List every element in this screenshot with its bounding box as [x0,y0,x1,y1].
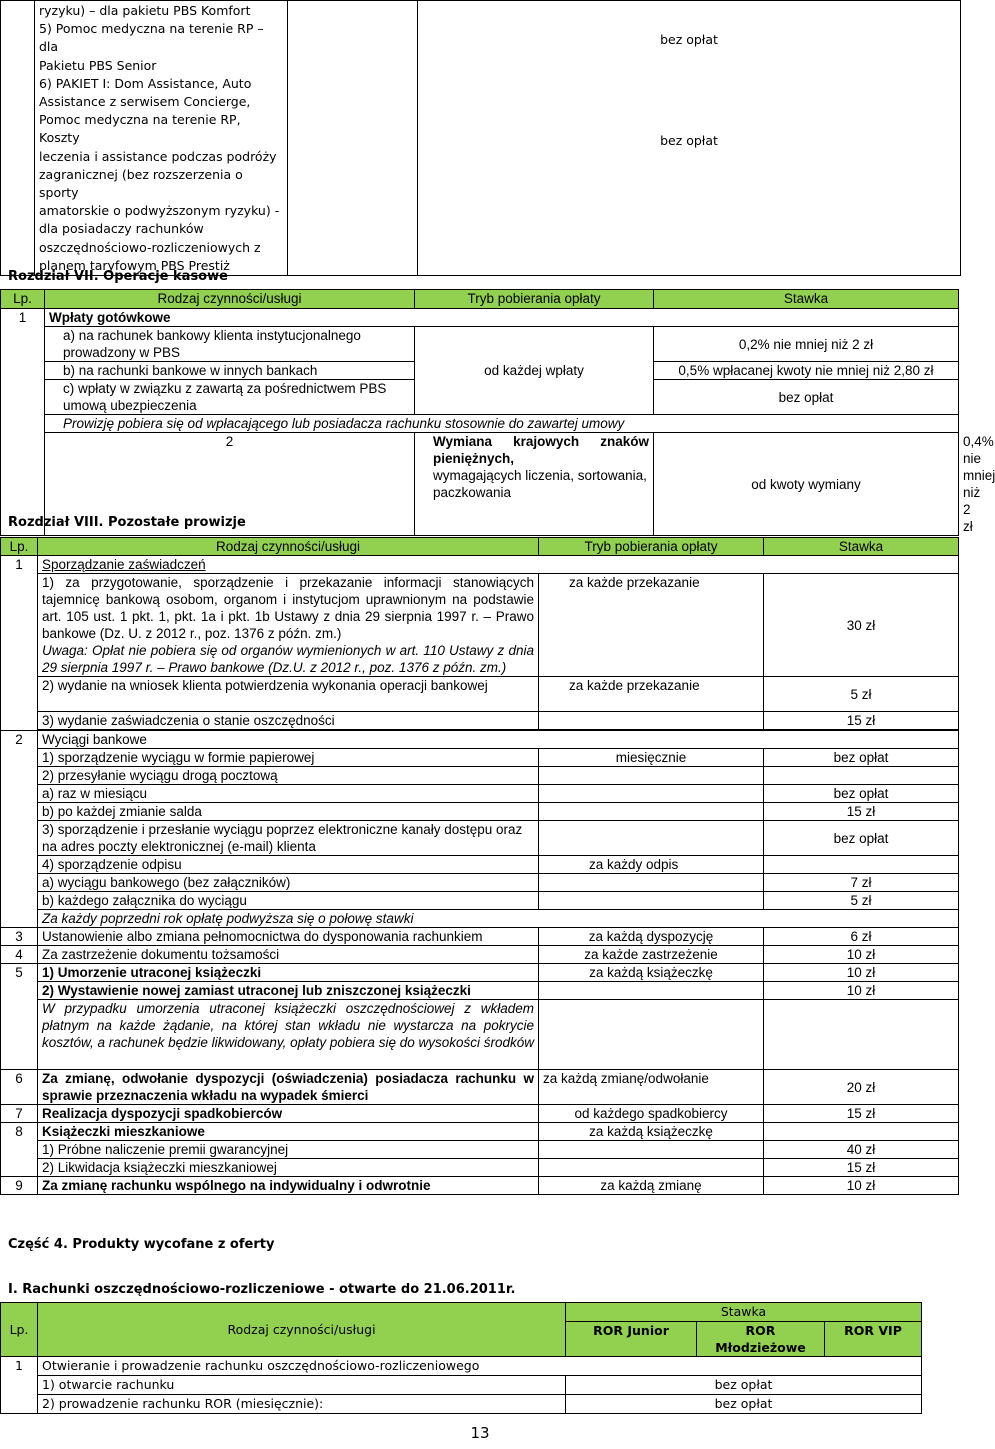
row-text: a) raz w miesiącu [38,785,539,803]
row-rate: bez opłat [764,821,959,856]
row-mode [539,982,764,1000]
row-text: 1) Próbne naliczenie premii gwarancyjnej [38,1141,539,1159]
part-4-title: Część 4. Produkty wycofane z oferty [8,1237,275,1252]
row-mode: za każde zastrzeżenie [539,946,764,964]
row-title: Wyciągi bankowe [38,731,959,749]
row-lp: 1 [1,309,45,536]
row-text: 1) otwarcie rachunku [38,1376,566,1395]
row-rate: 30 zł [764,574,959,677]
row-text: a) na rachunek bankowy klienta instytucjonalnego prowadzony w PBS [45,327,415,362]
row-mode [539,712,764,730]
row-lp: 4 [1,946,38,964]
header-name: Rodzaj czynności/usługi [38,538,539,556]
row-text: 2) przesyłanie wyciągu drogą pocztową [38,767,539,785]
row-rate: 5 zł [764,892,959,910]
top-line: planem taryfowym PBS Prestiż [39,257,230,273]
row-rate: 0,2% nie mniej niż 2 zł [654,327,959,362]
top-line: amatorskie o podwyższonym ryzyku) - [39,203,280,219]
row-title: Wymiana krajowych znaków pieniężnych, [433,434,649,466]
row-mode [539,1159,764,1177]
row-lp: 7 [1,1105,38,1123]
top-line: 5) Pomoc medyczna na terenie RP – dla [39,21,264,55]
row-rate: 10 zł [764,982,959,1000]
row-text-main: 1) za przygotowanie, sporządzenie i przekazanie informacji stanowiących tajemnicę bankową osobom, organom i instytucjom uprawnionym na podstawie art. 105 ust. 1 pkt. 1, pkt. 1a i pkt. 1b Ustawy z dnia 29 sierpnia 1997 r. – Prawo bankowe (Dz. U. z 2012 r., poz. 1376 z późn. zm.) [42,575,534,641]
row-mode: miesięcznie [539,749,764,767]
row-rate: 6 zł [764,928,959,946]
row-lp: 8 [1,1123,38,1177]
row-mode: za każdą dyspozycję [539,928,764,946]
row-rate: bez opłat [566,1395,922,1414]
row-mode [539,874,764,892]
row-text [38,574,539,677]
header-lp: Lp. [1,538,38,556]
row-title: Otwieranie i prowadzenie rachunku oszczędnościowo-rozliczeniowego [38,1357,922,1376]
row-text: 3) wydanie zaświadczenia o stanie oszczędności [38,712,539,730]
row-text: 2) prowadzenie rachunku ROR (miesięcznie): [38,1395,566,1414]
top-fee-2: bez opłat [660,133,718,148]
row-lp: 6 [1,1070,38,1105]
row-rate: 5 zł [764,677,959,712]
row-text: 1) Umorzenie utraconej książeczki [38,964,539,982]
header-lp: Lp. [1,1303,38,1357]
row-rate: bez opłat [764,749,959,767]
row-text: Realizacja dyspozycji spadkobierców [38,1105,539,1123]
row-text: c) wpłaty w związku z zawartą za pośrednictwem PBS umową ubezpieczenia [45,380,415,415]
row-rate [764,1123,959,1141]
row-text: a) wyciągu bankowego (bez załączników) [38,874,539,892]
section-8-title: Rozdział VIII. Pozostałe prowizje [8,515,246,530]
row-rate: 15 zł [764,1159,959,1177]
row-rate: 0,5% wpłacanej kwoty nie mniej niż 2,80 zł [654,362,959,380]
top-line: Assistance z serwisem Concierge, [39,94,251,110]
row-text: b) każdego załącznika do wyciągu [38,892,539,910]
top-lp-cell [1,1,35,276]
top-line: zagranicznej (bez rozszerzenia o sporty [39,166,243,201]
header-rate: Stawka [566,1303,922,1322]
header-ror-mlodziezowe: ROR Młodzieżowe [697,1322,825,1357]
top-table [0,0,961,276]
header-mode: Tryb pobierania opłaty [539,538,764,556]
row-rate: 10 zł [764,964,959,982]
row-rate: 7 zł [764,874,959,892]
row-mode: za każde przekazanie [539,677,764,712]
row-rate [764,856,959,874]
row-lp: 3 [1,928,38,946]
row-lp: 5 [1,964,38,1070]
top-line: oszczędnościowo-rozliczeniowych z [39,239,261,255]
row-rate: 40 zł [764,1141,959,1159]
row-title: Wpłaty gotówkowe [45,309,959,327]
top-description-cell [35,1,288,276]
page-number: 13 [470,1424,490,1442]
row-note: Prowizję pobiera się od wpłacającego lub posiadacza rachunku stosownie do zawartej umowy [45,415,959,433]
row-mode: za każdą zmianę/odwołanie [539,1070,764,1105]
row-mode: za każdą zmianę [539,1177,764,1195]
row-mode: od kwoty wymiany [654,433,959,536]
row-rate: bez opłat [654,380,959,415]
header-ror-junior: ROR Junior [566,1322,697,1357]
section-7-title: Rozdział VII. Operacje kasowe [8,269,228,284]
row-mode: za każdy odpis [539,856,764,874]
row-mode: za każde przekazanie [539,574,764,677]
top-line: ryzyku) – dla pakietu PBS Komfort [39,3,251,18]
row-text: Za zmianę, odwołanie dyspozycji (oświadczenia) posiadacza rachunku w sprawie przeznaczenia wkładu na wypadek śmierci [38,1070,539,1105]
top-line: Pomoc medyczna na terenie RP, Koszty [39,112,241,146]
section-7-table: Lp. Rodzaj czynności/usługi Tryb pobierania opłaty Stawka 1 Wpłaty gotówkowe a) na rachunek bankowy klienta instytucjonalnego prowadzony w PBS od każdej wpłaty 0,2% nie mniej niż 2 zł b) na rachunki bankowe w innych bankach 0,5% wpłacanej kwoty nie mniej niż 2,80 zł c) wpłaty w związku z zawartą za pośrednictwem PBS umową ubezpieczenia bez opłat Prowizję pobiera się od wpłacającego lub posiadacza rachunku stosownie do zawartej umowy 2 Wymiana krajowych znaków pieniężnych, wymagających liczenia, sortowania, paczkowania od kwoty wymiany 0,4% nie mniej niż 2 zł [0,289,959,536]
row-mode: od każdego spadkobiercy [539,1105,764,1123]
header-ror-vip: ROR VIP [825,1322,922,1357]
row-text: 2) Likwidacja książeczki mieszkaniowej [38,1159,539,1177]
row-title: Sporządzanie zaświadczeń [38,556,959,574]
row-text: 1) sporządzenie wyciągu w formie papierowej [38,749,539,767]
row-rate: 20 zł [764,1070,959,1105]
section-8-table [0,537,959,1195]
row-text: Książeczki mieszkaniowe [38,1123,539,1141]
row-mode [539,1141,764,1159]
row-lp: 2 [1,731,38,928]
row-note: W przypadku umorzenia utraconej książeczki oszczędnościowej z wkładem płatnym na każde żądanie, na której stan wkładu nie wystarcza na pokrycie kosztów, a rachunek będzie likwidowany, opłaty pobiera się do wysokości środków [38,1000,539,1070]
row-text [415,433,654,536]
row-text: 3) sporządzenie i przesłanie wyciągu poprzez elektroniczne kanały dostępu oraz na adres poczty elektronicznej (e-mail) klienta [38,821,539,856]
row-note: Uwaga: Opłat nie pobiera się od organów wymienionych w art. 110 Ustawy z dnia 29 sierpnia 1997 r. – Prawo bankowe (Dz.U. z 2012 r., poz. 1376 z późn. zm.) [42,643,534,675]
top-mode-cell [288,1,418,276]
row-lp: 2 [45,433,415,536]
top-line: dla posiadaczy rachunków [39,221,204,237]
row-text: Ustanowienie albo zmiana pełnomocnictwa do dysponowania rachunkiem [38,928,539,946]
top-fee-1: bez opłat [660,32,718,47]
row-text: 2) Wystawienie nowej zamiast utraconej lub zniszczonej książeczki [38,982,539,1000]
row-text: Za zastrzeżenie dokumentu tożsamości [38,946,539,964]
top-line: leczenia i assistance podczas podróży [39,148,277,164]
row-lp: 1 [1,556,38,731]
row-rate: 10 zł [764,946,959,964]
row-note: Za każdy poprzedni rok opłatę podwyższa się o połowę stawki [38,910,959,928]
row-mode: za każdą książeczkę [539,1123,764,1141]
part-4-subtitle: I. Rachunki oszczędnościowo-rozliczeniowe - otwarte do 21.06.2011r. [8,1282,516,1297]
row-rate: bez opłat [566,1376,922,1395]
header-rate: Stawka [654,290,959,309]
row-subtext: wymagających liczenia, sortowania, paczkowania [433,468,647,500]
top-line: 6) PAKIET I: Dom Assistance, Auto [39,75,252,91]
row-rate [764,767,959,785]
row-mode [539,785,764,803]
top-rate-cell [418,1,961,276]
row-text: 2) wydanie na wniosek klienta potwierdzenia wykonania operacji bankowej [38,677,539,712]
header-name: Rodzaj czynności/usługi [38,1303,566,1357]
row-text: b) po każdej zmianie salda [38,803,539,821]
row-mode [539,1000,764,1070]
row-rate [764,1000,959,1070]
row-rate: 15 zł [764,712,959,730]
row-rate: 15 zł [764,1105,959,1123]
header-mode: Tryb pobierania opłaty [415,290,654,309]
row-text: Za zmianę rachunku wspólnego na indywidualny i odwrotnie [38,1177,539,1195]
header-rate: Stawka [764,538,959,556]
row-mode [539,892,764,910]
row-text: 4) sporządzenie odpisu [38,856,539,874]
row-mode [539,767,764,785]
part-4-table [0,1302,922,1414]
row-rate: bez opłat [764,785,959,803]
header-lp: Lp. [1,290,45,309]
row-text: b) na rachunki bankowe w innych bankach [45,362,415,380]
row-mode: od każdej wpłaty [415,327,654,415]
row-mode [539,821,764,856]
row-mode [539,803,764,821]
top-line: Pakietu PBS Senior [39,57,157,73]
row-lp: 1 [1,1357,38,1414]
row-lp: 9 [1,1177,38,1195]
header-name: Rodzaj czynności/usługi [45,290,415,309]
row-rate: 15 zł [764,803,959,821]
row-rate: 10 zł [764,1177,959,1195]
row-mode: za każdą książeczkę [539,964,764,982]
